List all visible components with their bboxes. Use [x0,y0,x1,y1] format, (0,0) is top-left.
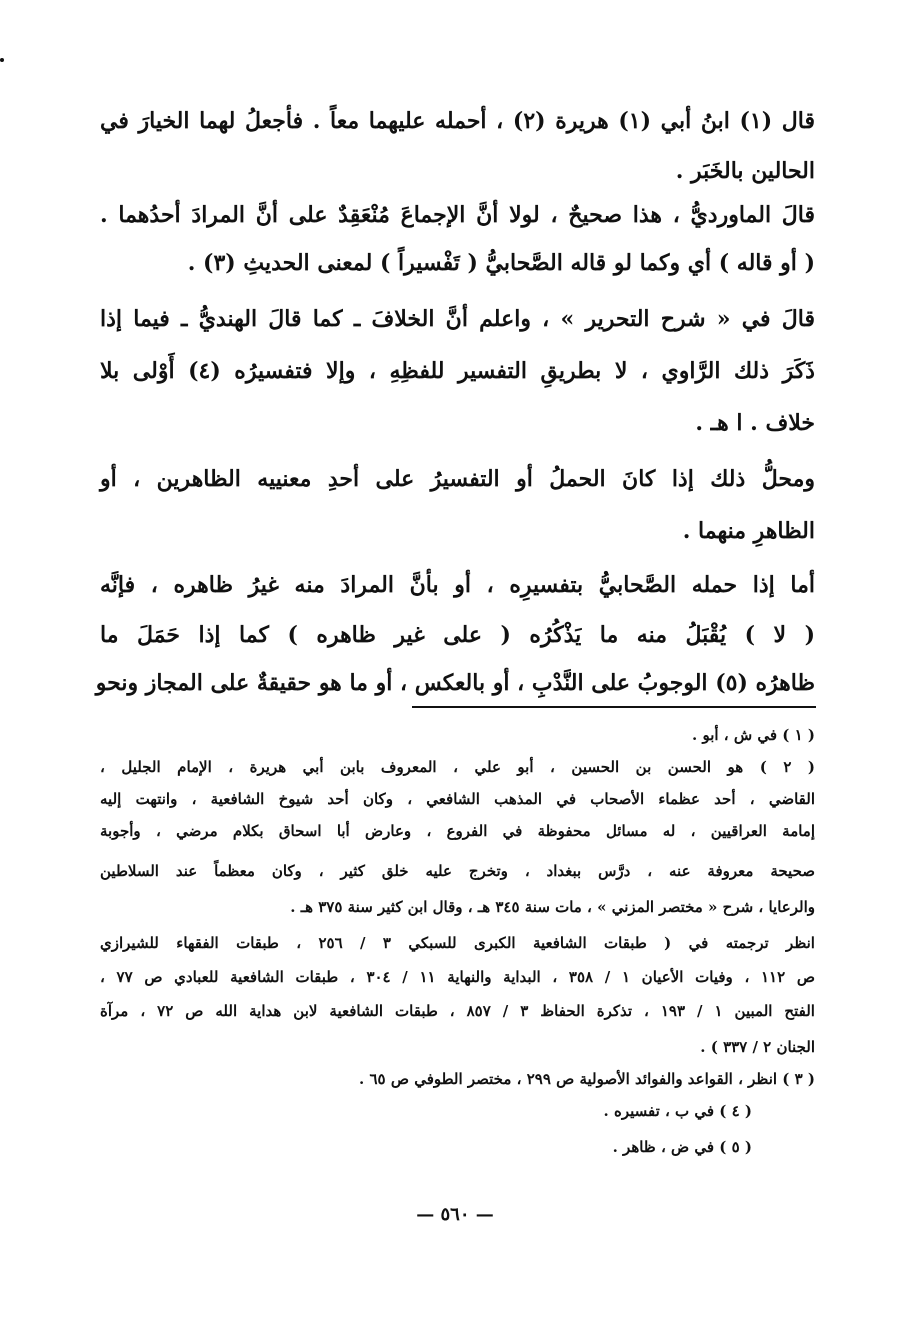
body-line: قالَ الماورديُّ ، هذا صحيحٌ ، لولا أنَّ الإجماعَ مُنْعَقِدٌ على أنَّ المرادَ أحدُهما . [100,202,815,228]
footnote-line: ( ٤ ) في ب ، تفسيره . [603,1102,752,1120]
body-line: ظاهرُه (٥) الوجوبُ على النَّدْبِ ، أو بالعكس ، أو ما هو حقيقةٌ على المجاز ونحو [95,670,815,696]
body-line: ومحلُّ ذلك إذا كانَ الحملُ أو التفسيرُ على أحدِ معنييه الظاهرين ، أو [100,466,815,492]
body-line: ذَكَرَ ذلك الرَّاوي ، لا بطريقِ التفسير للفظِهِ ، وإلا فتفسيرُه (٤) أَوْلى بلا [100,358,815,384]
margin-dot [0,58,4,62]
body-line: ( أو قاله ) أي وكما لو قاله الصَّحابيُّ ( تَفْسيراً ) لمعنى الحديثِ (٣) . [187,250,815,276]
footnote-line: القاضي ، أحد عظماء الأصحاب في المذهب الشافعي ، وكان أحد شيوخ الشافعية ، وانتهت إليه [100,790,815,808]
body-line: أما إذا حمله الصَّحابيُّ بتفسيرِه ، أو بأنَّ المرادَ منه غيرُ ظاهره ، فإنَّه [100,572,815,598]
footnote-line: ( ٣ ) انظر ، القواعد والفوائد الأصولية ص ٢٩٩ ، مختصر الطوفي ص ٦٥ . [359,1070,815,1088]
footnote-line: إمامة العراقيين ، له مسائل محفوظة في الفروع ، وعارض أبا اسحاق بكلام مرضي ، وأجوبة [100,822,815,840]
footnote-line: والرعايا ، شرح « مختصر المزني » ، مات سنة ٣٤٥ هـ ، وقال ابن كثير سنة ٣٧٥ هـ . [290,898,815,916]
footnote-line: ص ١١٢ ، وفيات الأعيان ١ / ٣٥٨ ، البداية والنهاية ١١ / ٣٠٤ ، طبقات الشافعية للعبادي ص ٧٧ ، [100,968,815,986]
footnote-divider [412,706,816,708]
body-line: الظاهرِ منهما . [682,518,815,544]
footnote-line: صحيحة معروفة عنه ، درَّس ببغداد ، وتخرج عليه خلق كثير ، وكان معظماً عند السلاطين [100,862,815,880]
footnote-line: الفتح المبين ١ / ١٩٣ ، تذكرة الحفاظ ٣ / ٨٥٧ ، طبقات الشافعية لابن هداية الله ص ٧٢ ، مرآة [100,1002,815,1020]
footnote-line: الجنان ٢ / ٣٣٧ ) . [700,1038,815,1056]
body-line: قال (١) ابنُ أبي (١) هريرة (٢) ، أحمله عليهما معاً . فأجعلُ لهما الخيارَ في [100,108,815,134]
footnote-line: ( ١ ) في ش ، أبو . [692,726,815,744]
footnote-line: انظر ترجمته في ( طبقات الشافعية الكبرى للسبكي ٣ / ٢٥٦ ، طبقات الفقهاء للشيرازي [100,934,815,952]
footnote-line: ( ٢ ) هو الحسن بن الحسين ، أبو علي ، المعروف بابن أبي هريرة ، الإمام الجليل ، [100,758,815,776]
page-number: — ٥٦٠ — [416,1204,494,1225]
body-line: خلاف . ا هـ . [695,410,815,436]
footnote-line: ( ٥ ) في ض ، ظاهر . [612,1138,752,1156]
body-line: ( لا ) يُقْبَلُ منه ما يَذْكُرُه ( على غير ظاهره ) كما إذا حَمَلَ ما [100,622,815,648]
body-line: الحالين بالخَبَر . [675,158,815,184]
body-line: قالَ في « شرح التحرير » ، واعلم أنَّ الخلافَ ـ كما قالَ الهنديُّ ـ فيما إذا [100,306,815,332]
